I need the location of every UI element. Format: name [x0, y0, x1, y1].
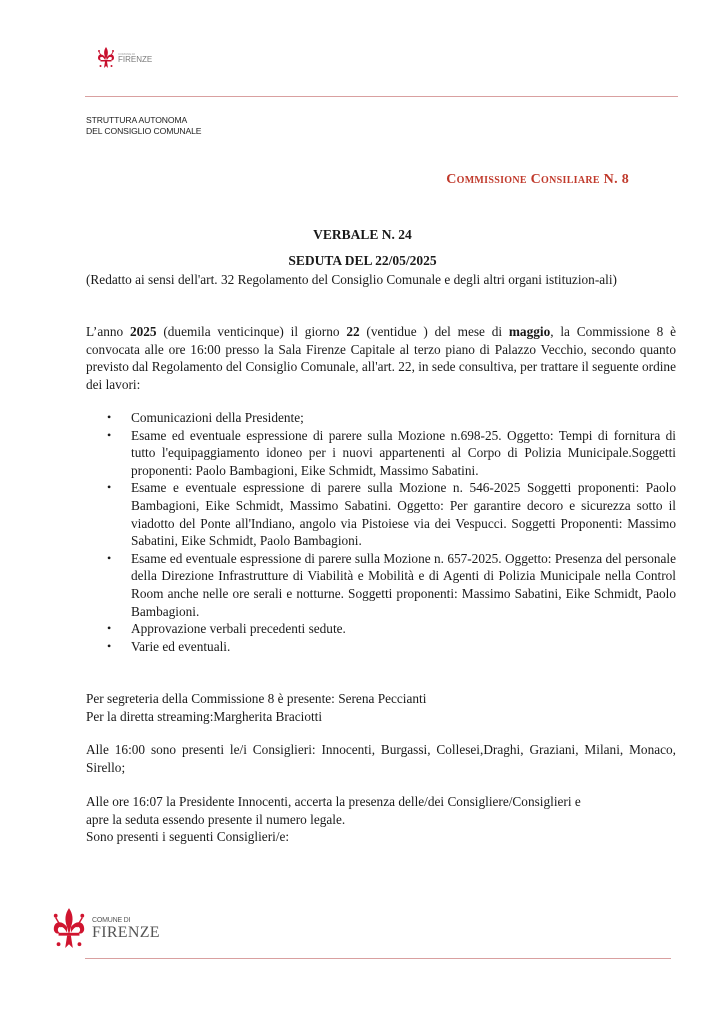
agenda-item: • Esame e eventuale espressione di parere sulla Mozione n. 546-2025 Soggetti proponenti: Paolo Bambagioni, Eike Schmidt, Massimo Sabatini. Oggetto: Per garantire decoro e sicurezza sotto il viadotto del Ponte all'Indiano, angolo via Pistoiese via dei Vespucci. Soggetti Proponenti: Massimo Sabatini, Eike Schmidt, Paolo Bambagioni. — [107, 480, 676, 549]
bullet-icon: • — [107, 550, 112, 565]
header-divider — [85, 96, 678, 97]
staff-paragraph — [86, 690, 676, 725]
footer-logo — [50, 906, 160, 952]
agenda-item: • Esame ed eventuale espressione di parere sulla Mozione n.698-25. Oggetto: Tempi di fornitura di tutto l'equipaggiamento idoneo per i nuovi appartenenti al Corpo di Polizia Municipale.Soggetti proponenti: Paolo Bambagioni, Eike Schmidt, Massimo Sabatini. — [107, 427, 676, 478]
secretary-line: Per segreteria della Commissione 8 è presente: Serena Peccianti — [86, 691, 427, 706]
agenda-list — [86, 409, 676, 655]
intro-paragraph: L’anno 2025 (duemila venticinque) il giorno 22 (ventidue ) del mese di maggio, la Commissione 8 è convocata alle ore 16:00 presso la Sala Firenze Capitale al terzo piano di Palazzo Vecchio, secondo quanto previsto dal Regolamento del Consiglio Comunale, all'art. 22, in sede consultiva, per trattare il seguente ordine dei lavori: — [86, 324, 676, 392]
footer-divider — [85, 958, 671, 959]
attendance-paragraph: Alle 16:00 sono presenti le/i Consiglieri: Innocenti, Burgassi, Collesei,Draghi, Graziani, Milani, Monaco, Sirello; — [86, 742, 676, 775]
footer-logo-text: COMUNE DI FIRENZE — [92, 917, 160, 941]
session-date: SEDUTA DEL 22/05/2025 — [288, 253, 437, 268]
agenda-item: • Comunicazioni della Presidente; — [107, 410, 304, 425]
opening-paragraph: Alle ore 16:07 la Presidente Innocenti, accerta la presenza delle/dei Consigliere/Consiglieri e apre la seduta essendo presente il numero legale. Sono presenti i seguenti Consiglieri/e: — [86, 794, 581, 845]
legal-reference: (Redatto ai sensi dell'art. 32 Regolamento del Consiglio Comunale e degli altri organi istituzion-ali) — [86, 272, 617, 287]
streaming-line: Per la diretta streaming:Margherita Braciotti — [86, 708, 323, 724]
bullet-icon: • — [107, 621, 112, 636]
bullet-icon: • — [107, 410, 112, 424]
bullet-icon: • — [107, 638, 112, 653]
commission-title: Commissione Consiliare N. 8 — [446, 172, 629, 187]
document-title: VERBALE N. 24 — [313, 227, 412, 242]
florence-lily-icon — [50, 906, 88, 952]
department-label: STRUTTURA AUTONOMA DEL CONSIGLIO COMUNALE — [86, 115, 202, 136]
bullet-icon: • — [107, 427, 112, 442]
agenda-item: • Varie ed eventuali. — [107, 638, 231, 654]
agenda-item: • Esame ed eventuale espressione di parere sulla Mozione n. 657-2025. Oggetto: Presenza del personale della Direzione Infrastrutture di Viabilità e Mobilità e di Agenti di Polizia Municipale nella Control Room anche nelle ore serali e notturne. Soggetti proponenti: Massimo Sabatini, Eike Schmidt, Paolo Bambagioni. — [107, 550, 676, 619]
agenda-item: • Approvazione verbali precedenti sedute. — [107, 621, 346, 637]
florence-lily-icon — [96, 46, 116, 70]
bullet-icon: • — [107, 480, 112, 495]
header-logo — [96, 46, 152, 70]
header-logo-text: COMUNE DI FIRENZE — [118, 52, 153, 64]
